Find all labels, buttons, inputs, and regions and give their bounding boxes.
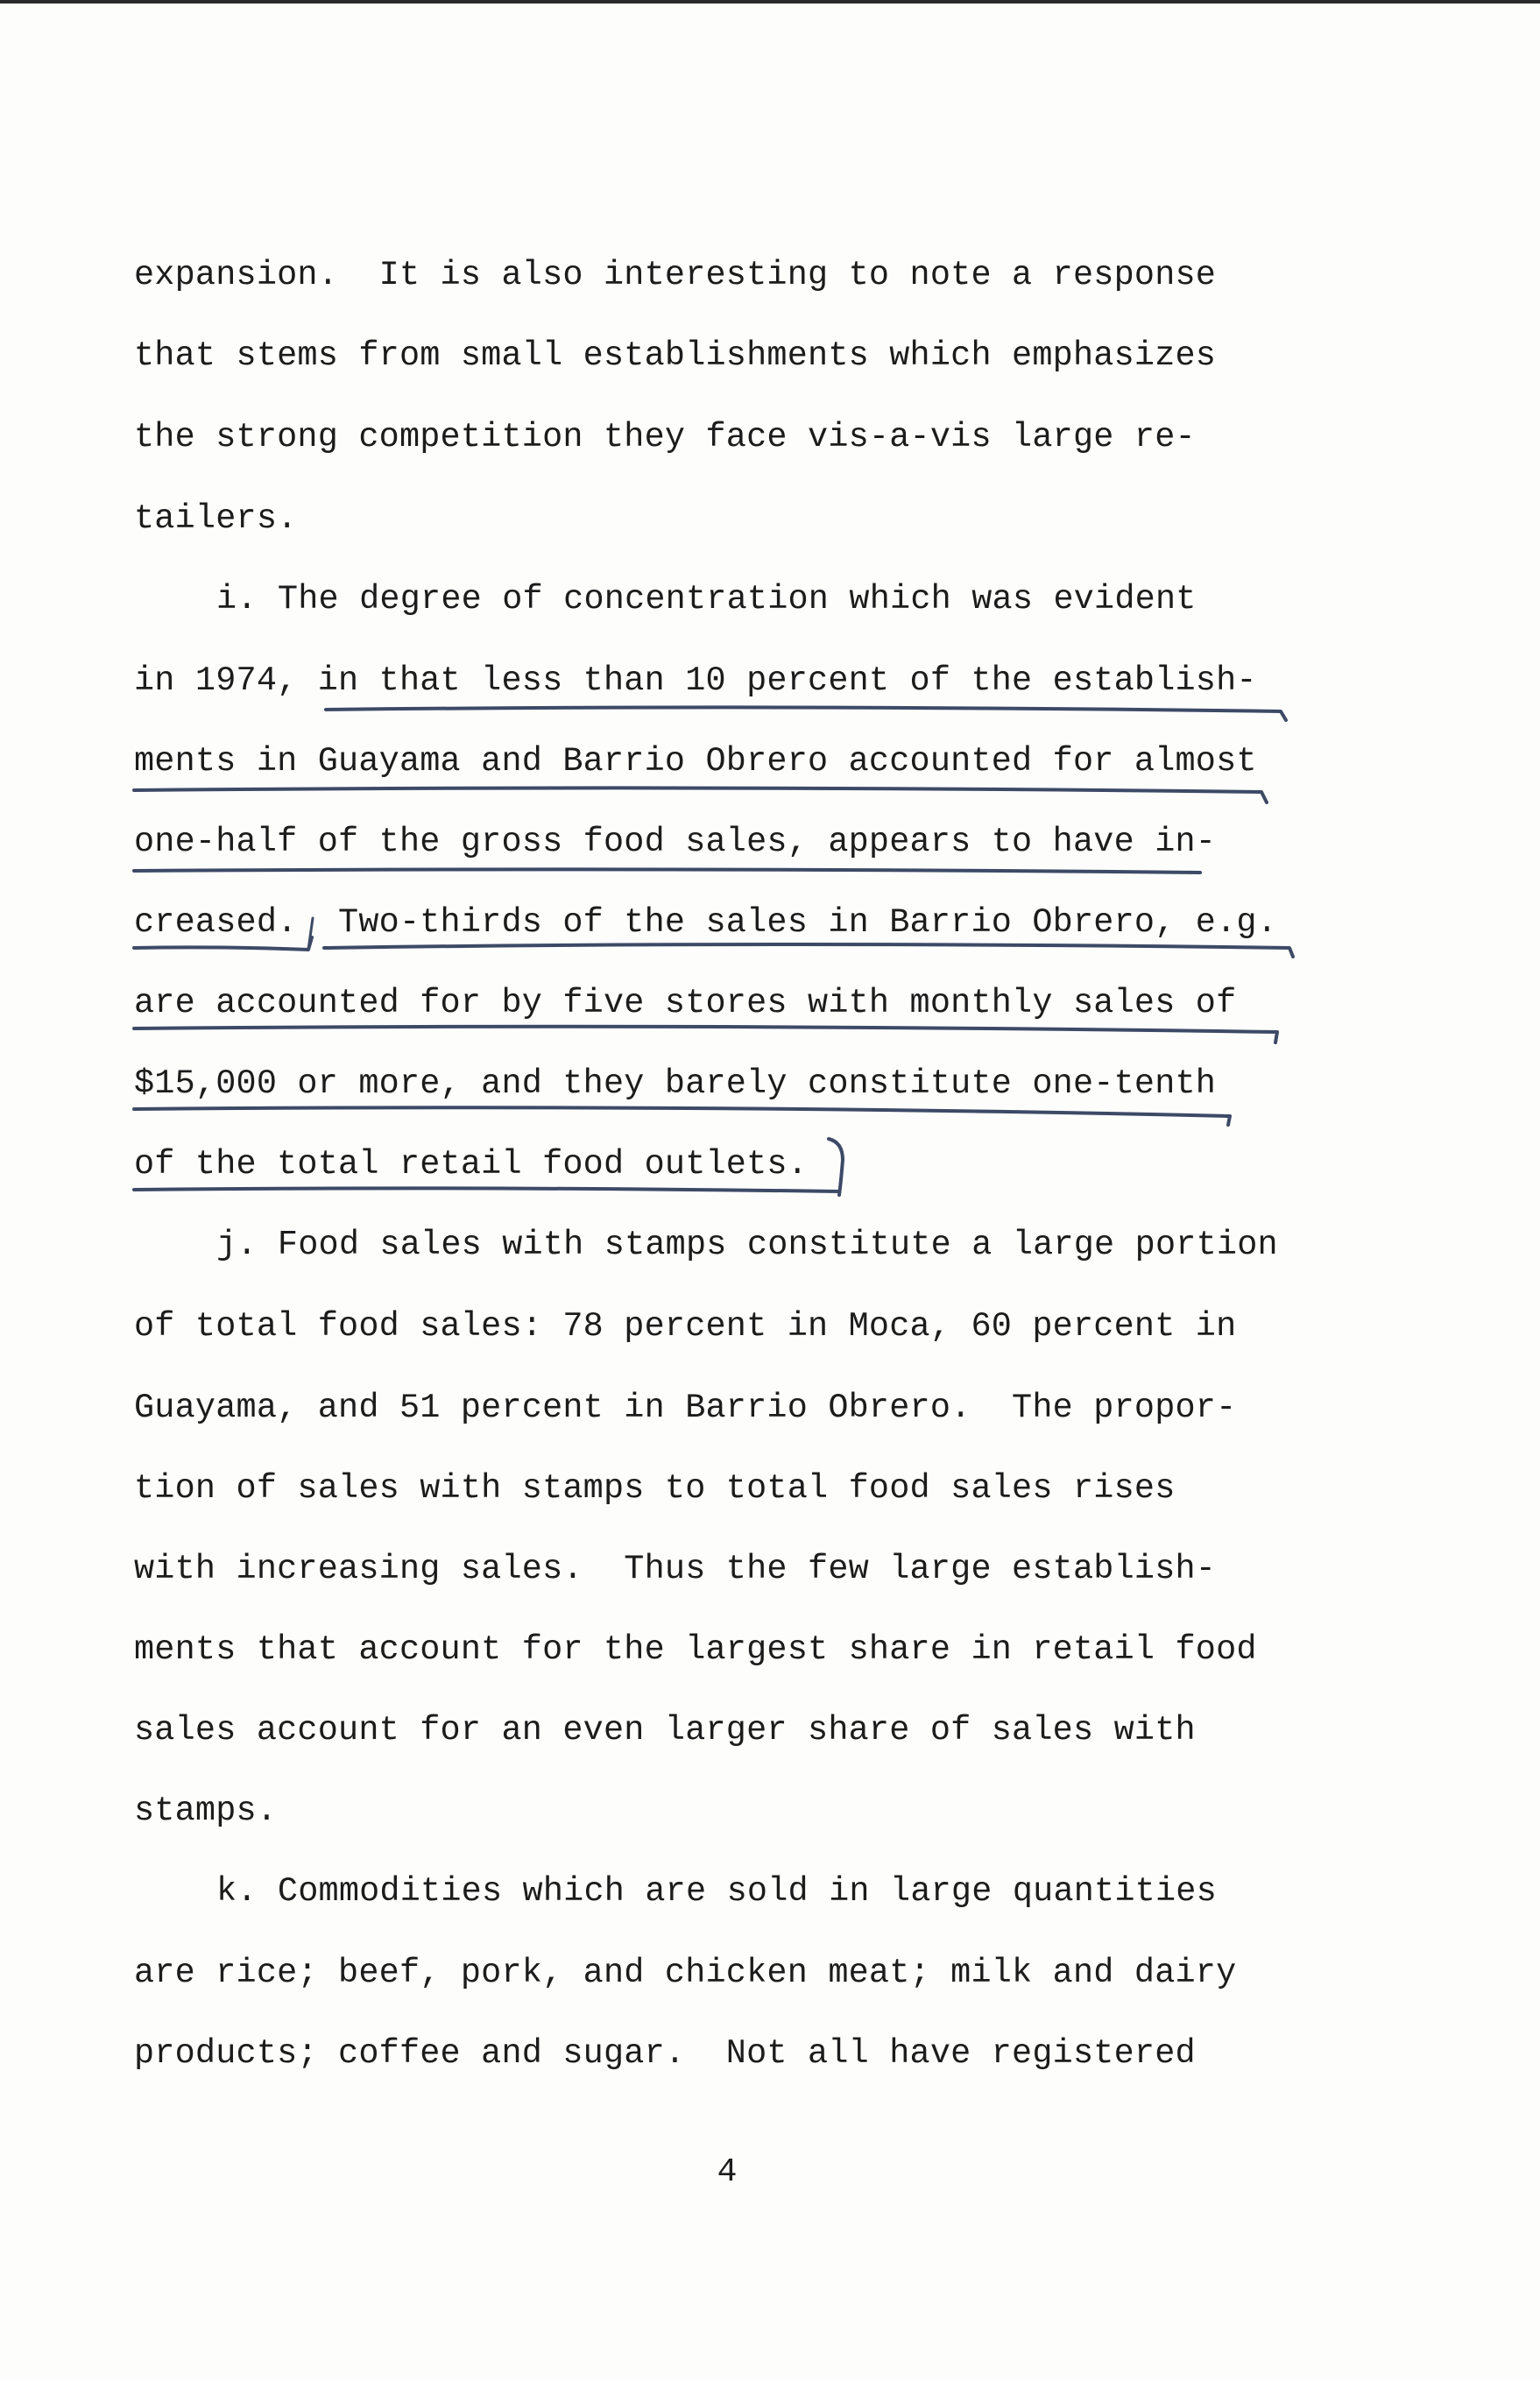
paragraph-i-start: i. The degree of concentration which was evident	[216, 580, 1197, 618]
text-line: one-half of the gross food sales, appears to have in-	[134, 823, 1217, 861]
text-line: of total food sales: 78 percent in Moca, 60 percent in	[134, 1307, 1237, 1346]
paragraph-j-start: j. Food sales with stamps constitute a large portion	[216, 1226, 1278, 1264]
underline-mark	[134, 1107, 1230, 1125]
text-line: products; coffee and sugar. Not all have registered	[134, 2034, 1196, 2073]
text-line: tion of sales with stamps to total food sales rises	[134, 1469, 1176, 1508]
bracket-mark	[829, 1139, 843, 1195]
text-line: that stems from small establishments which emphasizes	[134, 336, 1217, 375]
underline-mark	[134, 1027, 1277, 1043]
underline-mark	[134, 869, 1200, 873]
underline-mark	[326, 707, 1286, 720]
underline-mark	[134, 1188, 839, 1191]
text-line: creased. Two-thirds of the sales in Barrio Obrero, e.g.	[134, 903, 1278, 942]
text-line: are accounted for by five stores with monthly sales of	[134, 984, 1237, 1022]
text-line: $15,000 or more, and they barely constitute one-tenth	[134, 1064, 1217, 1103]
text-line: Guayama, and 51 percent in Barrio Obrero. The propor-	[134, 1389, 1237, 1427]
text-line: ments in Guayama and Barrio Obrero accounted for almost	[134, 742, 1257, 781]
page-number: 4	[717, 2153, 738, 2191]
text-line: stamps.	[134, 1792, 278, 1830]
text-line: expansion. It is also interesting to note a response	[134, 256, 1217, 294]
underline-mark	[134, 788, 1267, 802]
text-line: with increasing sales. Thus the few large establish-	[134, 1550, 1217, 1588]
underline-mark	[324, 944, 1293, 957]
text-line: the strong competition they face vis-a-vis large re-	[134, 418, 1196, 456]
paragraph-k-start: k. Commodities which are sold in large quantities	[216, 1872, 1217, 1911]
text-line: ments that account for the largest share in retail food	[134, 1630, 1257, 1669]
text-line: sales account for an even larger share of sales with	[134, 1711, 1196, 1749]
text-line: tailers.	[134, 499, 298, 538]
text-line: of the total retail food outlets.	[134, 1145, 809, 1184]
text-line: in 1974, in that less than 10 percent of the establish-	[134, 661, 1257, 700]
text-line: are rice; beef, pork, and chicken meat; milk and dairy	[134, 1954, 1237, 1992]
